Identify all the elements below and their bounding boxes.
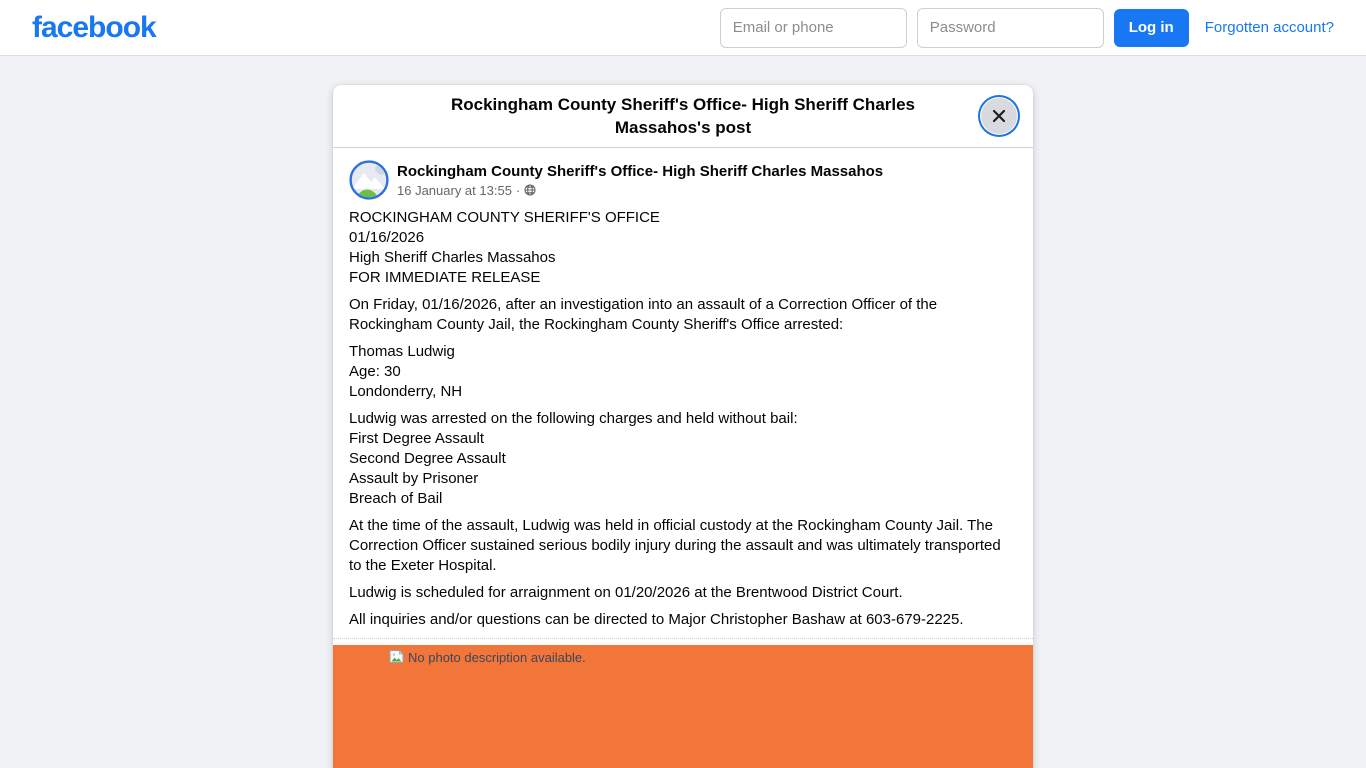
post-paragraph: At the time of the assault, Ludwig was held in official custody at the Rockingham County Jail. The Correction Officer sustained serious bodily injury during the assault and was ultimately transported to the Exeter Hospital. [349, 517, 1001, 574]
post-head-text [397, 160, 883, 200]
post-modal-header [333, 85, 1033, 148]
top-navigation-bar [0, 0, 1366, 56]
post-author-link[interactable]: Rockingham County Sheriff's Office- High Sheriff Charles Massahos [397, 162, 884, 180]
post-modal [333, 85, 1033, 768]
avatar[interactable] [349, 160, 389, 200]
broken-image-alt-row [388, 648, 586, 666]
globe-icon [524, 184, 536, 196]
post-paragraph: Thomas Ludwig Age: 30 Londonderry, NH [349, 343, 463, 400]
auth-controls [720, 8, 1334, 48]
post-paragraph: ROCKINGHAM COUNTY SHERIFF'S OFFICE 01/16/2026 High Sheriff Charles Massahos FOR IMMEDIATE RELEASE [349, 209, 660, 286]
broken-image-icon [388, 648, 405, 665]
forgotten-account-link[interactable]: Forgotten account? [1204, 19, 1334, 36]
post-timestamp[interactable]: 16 January at 13:55 [397, 182, 512, 198]
post-image[interactable] [333, 645, 1033, 768]
post-body [349, 208, 1017, 630]
post-content [333, 148, 1033, 639]
facebook-logo[interactable]: facebook [32, 10, 156, 44]
post-paragraph: Ludwig was arrested on the following charges and held without bail: First Degree Assault Second Degree Assault Assault by Prisoner Breach of Bail [349, 410, 798, 507]
post-modal-title: Rockingham County Sheriff's Office- High Sheriff Charles Massahos's post [450, 95, 916, 137]
post-paragraph: Ludwig is scheduled for arraignment on 01/20/2026 at the Brentwood District Court. [349, 584, 903, 601]
password-field[interactable] [917, 8, 1104, 48]
close-button[interactable] [981, 98, 1017, 134]
post-header [349, 160, 1017, 200]
email-field[interactable] [720, 8, 907, 48]
post-paragraph: On Friday, 01/16/2026, after an investigation into an assault of a Correction Officer of the Rockingham County Jail, the Rockingham County Sheriff's Office arrested: [349, 296, 938, 333]
broken-image-alt-text: No photo description available. [408, 650, 586, 665]
meta-separator: · [515, 182, 521, 198]
page-avatar-placeholder-icon [349, 160, 389, 205]
post-meta [397, 182, 883, 199]
post-paragraph: All inquiries and/or questions can be directed to Major Christopher Bashaw at 603-679-2225. [349, 611, 964, 628]
close-icon [990, 107, 1008, 125]
login-button[interactable]: Log in [1114, 9, 1189, 47]
